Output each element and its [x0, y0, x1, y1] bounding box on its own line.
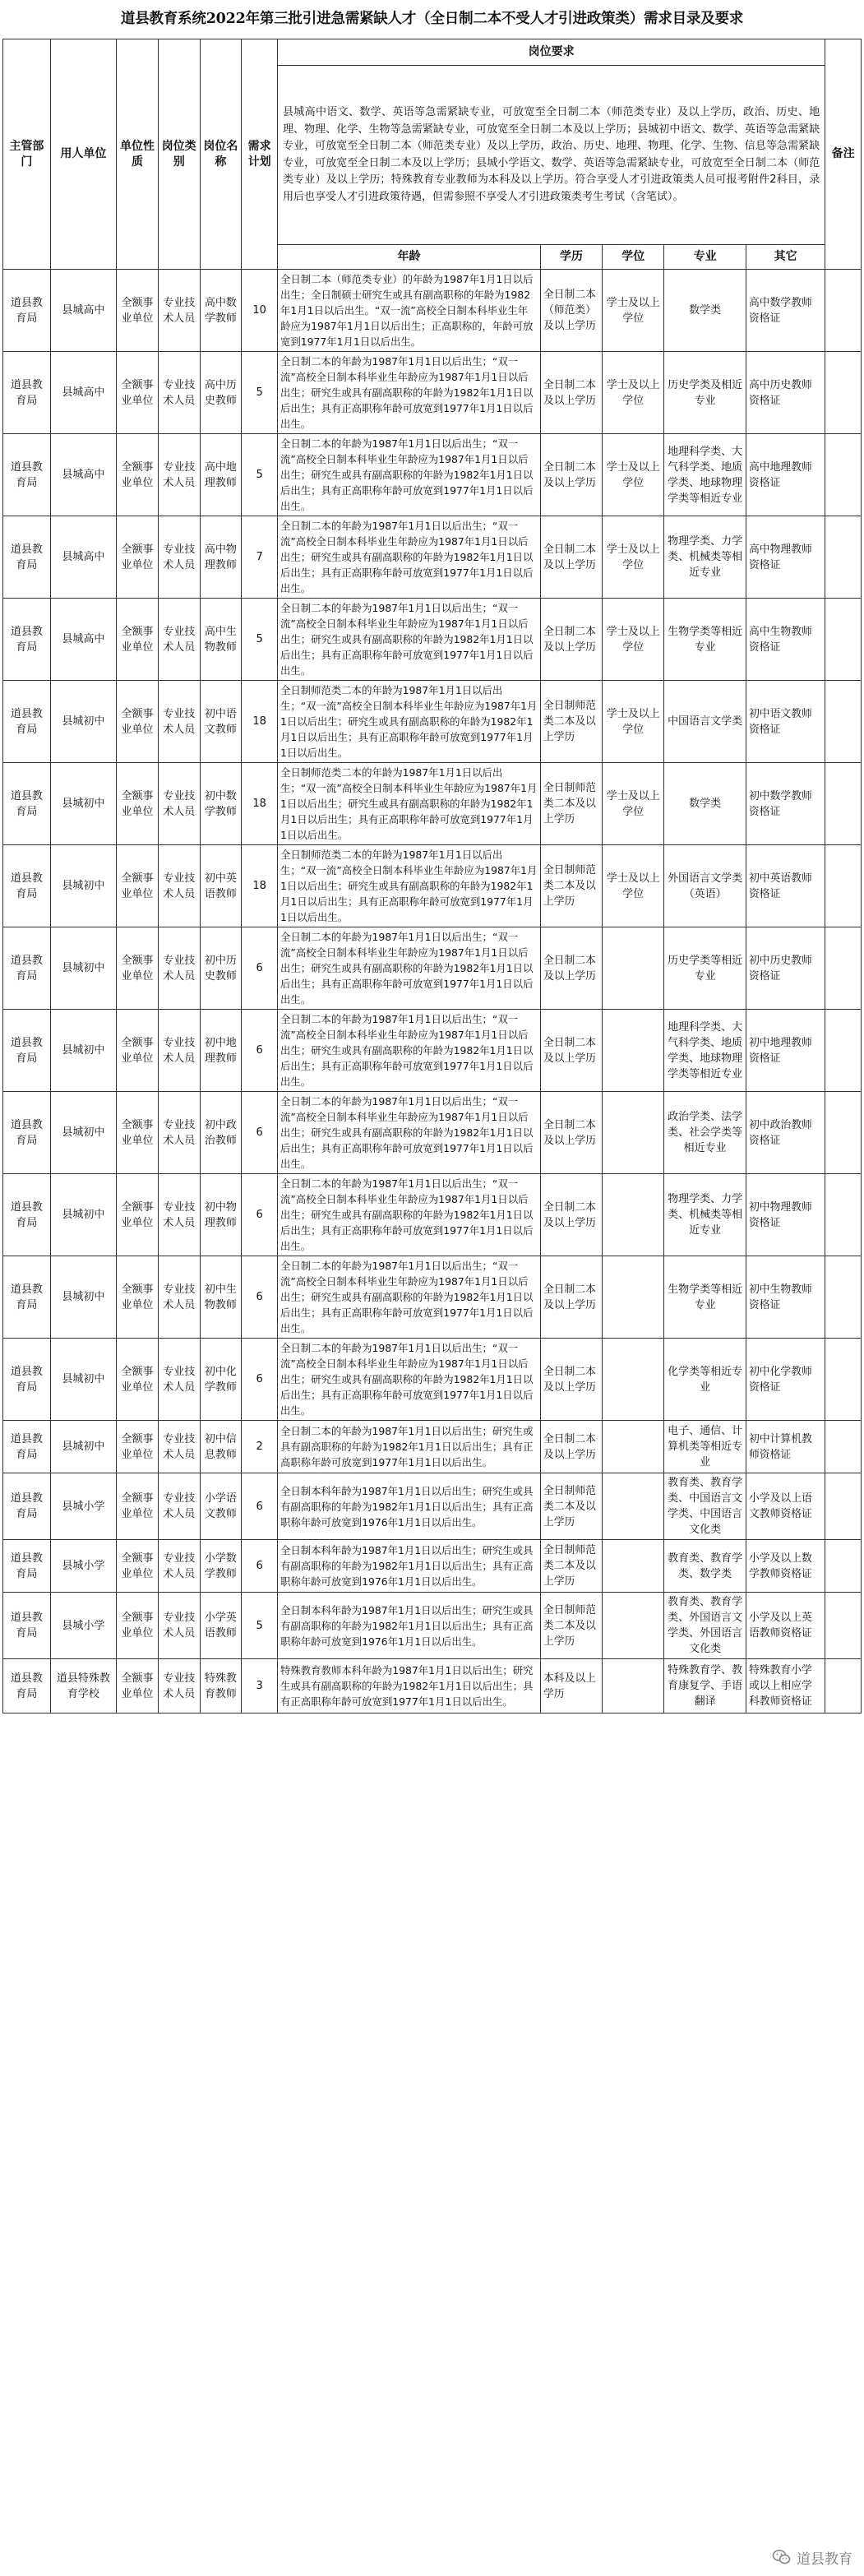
row-other: 高中数学教师资格证: [746, 270, 825, 352]
row-age: 全日制二本的年龄为1987年1月1日以后出生；“双一流”高校全日制本科毕业生年龄应为1987年1月1日以后出生；研究生或具有副高职称的年龄为1982年1月1日以后出生；具有正高职称年龄可放宽到1977年1月1日以后出生。: [277, 1092, 540, 1174]
table-row: [3, 1593, 862, 1659]
table-row: [3, 599, 862, 681]
row-other: 初中历史教师资格证: [746, 927, 825, 1010]
row-plan: 6: [242, 1256, 278, 1339]
table-row: [3, 1092, 862, 1174]
row-other: 初中语文教师资格证: [746, 681, 825, 763]
row-other: 初中化学教师资格证: [746, 1339, 825, 1421]
row-other: 高中生物教师资格证: [746, 599, 825, 681]
row-plan: 18: [242, 845, 278, 927]
row-unit-type: 全额事业单位: [117, 1174, 159, 1256]
row-unit: 县城初中: [50, 763, 116, 845]
row-age: 全日制二本的年龄为1987年1月1日以后出生；“双一流”高校全日制本科毕业生年龄应为1987年1月1日以后出生；研究生或具有副高职称的年龄为1982年1月1日以后出生；具有正高职称年龄可放宽到1977年1月1日以后出生。: [277, 927, 540, 1010]
row-note: [825, 1659, 862, 1713]
row-major: 特殊教育学、教育康复学、手语翻译: [664, 1659, 746, 1713]
row-dept: 道县教育局: [3, 1421, 51, 1473]
row-post-name: 高中数学教师: [200, 270, 242, 352]
row-unit-type: 全额事业单位: [117, 1092, 159, 1174]
row-dept: 道县教育局: [3, 1256, 51, 1339]
row-note: [825, 1174, 862, 1256]
row-education: 全日制二本及以上学历: [540, 1256, 602, 1339]
row-dept: 道县教育局: [3, 1593, 51, 1659]
row-plan: 18: [242, 763, 278, 845]
row-post-name: 初中政治教师: [200, 1092, 242, 1174]
row-unit: 县城初中: [50, 1010, 116, 1092]
row-note: [825, 270, 862, 352]
row-note: [825, 927, 862, 1010]
row-other: 初中生物教师资格证: [746, 1256, 825, 1339]
row-post-type: 专业技术人员: [158, 1593, 200, 1659]
row-other: 特殊教育小学或以上相应学科教师资格证: [746, 1659, 825, 1713]
row-unit: 县城高中: [50, 270, 116, 352]
row-age: 全日制二本（师范类专业）的年龄为1987年1月1日以后出生；全日制硕士研究生或具有副高职称的年龄为1982年1月1日以后出生。“双一流”高校全日制本科毕业生年龄应为1987年1月1日以后出生；正高职称的，年龄可放宽到1977年1月1日以后出生。: [277, 270, 540, 352]
row-other: 高中地理教师资格证: [746, 434, 825, 516]
row-unit-type: 全额事业单位: [117, 1473, 159, 1540]
row-major: 电子、通信、计算机类等相近专业: [664, 1421, 746, 1473]
row-education: 全日制二本及以上学历: [540, 927, 602, 1010]
row-unit: 县城高中: [50, 352, 116, 434]
row-note: [825, 845, 862, 927]
header-unit: 用人单位: [50, 39, 116, 270]
row-unit: 县城高中: [50, 516, 116, 599]
row-unit: 道县特殊教育学校: [50, 1659, 116, 1713]
row-note: [825, 1339, 862, 1421]
row-post-type: 专业技术人员: [158, 763, 200, 845]
table-body: [3, 270, 862, 1713]
header-post-name: 岗位名称: [200, 39, 242, 270]
row-post-type: 专业技术人员: [158, 516, 200, 599]
table-row: [3, 1473, 862, 1540]
row-other: 小学及以上语文教师资格证: [746, 1473, 825, 1540]
row-age: 全日制二本的年龄为1987年1月1日以后出生；“双一流”高校全日制本科毕业生年龄应为1987年1月1日以后出生；研究生或具有副高职称的年龄为1982年1月1日以后出生；具有正高职称年龄可放宽到1977年1月1日以后出生。: [277, 1339, 540, 1421]
row-post-type: 专业技术人员: [158, 845, 200, 927]
header-major: 专业: [664, 245, 746, 270]
table-row: [3, 1256, 862, 1339]
row-education: 全日制二本及以上学历: [540, 516, 602, 599]
row-plan: 10: [242, 270, 278, 352]
row-dept: 道县教育局: [3, 1659, 51, 1713]
row-unit-type: 全额事业单位: [117, 1421, 159, 1473]
row-major: 教育类、教育学类、中国语言文学类、中国语言文化类: [664, 1473, 746, 1540]
row-plan: 6: [242, 1010, 278, 1092]
row-degree: [603, 1339, 664, 1421]
row-dept: 道县教育局: [3, 1339, 51, 1421]
row-post-name: 高中物理教师: [200, 516, 242, 599]
row-other: 小学及以上数学教师资格证: [746, 1540, 825, 1593]
row-major: 数学类: [664, 270, 746, 352]
row-dept: 道县教育局: [3, 927, 51, 1010]
row-major: 外国语言文学类（英语）: [664, 845, 746, 927]
row-post-name: 初中信息教师: [200, 1421, 242, 1473]
row-post-type: 专业技术人员: [158, 1540, 200, 1593]
row-dept: 道县教育局: [3, 270, 51, 352]
row-plan: 6: [242, 1540, 278, 1593]
table-row: [3, 352, 862, 434]
row-unit: 县城高中: [50, 434, 116, 516]
row-note: [825, 1010, 862, 1092]
row-major: 物理学类、力学类、机械类等相近专业: [664, 516, 746, 599]
row-post-name: 初中数学教师: [200, 763, 242, 845]
row-other: 初中政治教师资格证: [746, 1092, 825, 1174]
row-unit-type: 全额事业单位: [117, 1540, 159, 1593]
table-row: [3, 681, 862, 763]
row-unit: 县城初中: [50, 1339, 116, 1421]
header-post-requirements: 岗位要求: [277, 39, 825, 66]
row-post-type: 专业技术人员: [158, 1659, 200, 1713]
row-other: 初中数学教师资格证: [746, 763, 825, 845]
table-row: [3, 516, 862, 599]
row-major: 数学类: [664, 763, 746, 845]
row-dept: 道县教育局: [3, 681, 51, 763]
row-unit: 县城初中: [50, 681, 116, 763]
row-note: [825, 1421, 862, 1473]
row-dept: 道县教育局: [3, 1540, 51, 1593]
row-age: 全日制二本的年龄为1987年1月1日以后出生；研究生或具有副高职称的年龄为1982年1月1日以后出生；具有正高职称年龄可放宽到1977年1月1日以后出生。: [277, 1421, 540, 1473]
row-unit-type: 全额事业单位: [117, 516, 159, 599]
row-unit-type: 全额事业单位: [117, 1256, 159, 1339]
row-major: 教育类、教育学类、数学类: [664, 1540, 746, 1593]
row-degree: [603, 1010, 664, 1092]
wechat-logo-icon: [772, 2547, 792, 2567]
row-post-type: 专业技术人员: [158, 927, 200, 1010]
row-post-type: 专业技术人员: [158, 270, 200, 352]
header-post-type: 岗位类别: [158, 39, 200, 270]
row-unit: 县城小学: [50, 1473, 116, 1540]
row-note: [825, 352, 862, 434]
row-note: [825, 434, 862, 516]
row-post-name: 高中历史教师: [200, 352, 242, 434]
row-note: [825, 1473, 862, 1540]
row-age: 全日制本科年龄为1987年1月1日以后出生；研究生或具有副高职称的年龄为1982年1月1日以后出生；具有正高职称年龄可放宽到1976年1月1日以后出生。: [277, 1473, 540, 1540]
row-unit: 县城初中: [50, 1256, 116, 1339]
row-major: 物理学类、力学类、机械类等相近专业: [664, 1174, 746, 1256]
row-post-type: 专业技术人员: [158, 599, 200, 681]
row-plan: 6: [242, 1473, 278, 1540]
row-plan: 6: [242, 927, 278, 1010]
row-other: 高中物理教师资格证: [746, 516, 825, 599]
row-major: 历史学类及相近专业: [664, 352, 746, 434]
row-post-type: 专业技术人员: [158, 1256, 200, 1339]
page-title: 道县教育系统2022年第三批引进急需紧缺人才（全日制二本不受人才引进政策类）需求目录及要求: [120, 11, 744, 27]
row-post-name: 小学英语教师: [200, 1593, 242, 1659]
row-education: 全日制二本及以上学历: [540, 1421, 602, 1473]
row-education: 全日制师范类二本及以上学历: [540, 681, 602, 763]
header-degree: 学位: [603, 245, 664, 270]
header-note: 备注: [825, 39, 862, 270]
row-degree: [603, 1540, 664, 1593]
row-post-type: 专业技术人员: [158, 1174, 200, 1256]
row-post-type: 专业技术人员: [158, 1010, 200, 1092]
row-other: 初中英语教师资格证: [746, 845, 825, 927]
watermark: [772, 2546, 852, 2568]
row-major: 地理科学类、大气科学类、地质学类、地球物理学类等相近专业: [664, 1010, 746, 1092]
row-age: 全日制师范类二本的年龄为1987年1月1日以后出生；“双一流”高校全日制本科毕业生年龄应为1987年1月1日以后出生；研究生或具有副高职称的年龄为1982年1月1日以后出生；具有正高职称年龄可放宽到1977年1月1日以后出生。: [277, 845, 540, 927]
row-plan: 3: [242, 1659, 278, 1713]
row-age: 全日制二本的年龄为1987年1月1日以后出生；“双一流”高校全日制本科毕业生年龄应为1987年1月1日以后出生；研究生或具有副高职称的年龄为1982年1月1日以后出生；具有正高职称年龄可放宽到1977年1月1日以后出生。: [277, 1256, 540, 1339]
row-unit: 县城高中: [50, 599, 116, 681]
row-note: [825, 599, 862, 681]
row-major: 生物学类等相近专业: [664, 599, 746, 681]
row-degree: [603, 1421, 664, 1473]
row-plan: 6: [242, 1092, 278, 1174]
row-post-type: 专业技术人员: [158, 681, 200, 763]
row-age: 全日制二本的年龄为1987年1月1日以后出生；“双一流”高校全日制本科毕业生年龄应为1987年1月1日以后出生；研究生或具有副高职称的年龄为1982年1月1日以后出生；具有正高职称年龄可放宽到1977年1月1日以后出生。: [277, 352, 540, 434]
row-education: 全日制二本及以上学历: [540, 434, 602, 516]
row-education: 全日制师范类二本及以上学历: [540, 1540, 602, 1593]
row-degree: 学士及以上学位: [603, 681, 664, 763]
row-dept: 道县教育局: [3, 763, 51, 845]
row-education: 全日制二本（师范类）及以上学历: [540, 270, 602, 352]
row-post-name: 初中地理教师: [200, 1010, 242, 1092]
table-row: [3, 1540, 862, 1593]
row-age: 全日制二本的年龄为1987年1月1日以后出生；“双一流”高校全日制本科毕业生年龄应为1987年1月1日以后出生；研究生或具有副高职称的年龄为1982年1月1日以后出生；具有正高职称年龄可放宽到1977年1月1日以后出生。: [277, 434, 540, 516]
row-education: 全日制二本及以上学历: [540, 599, 602, 681]
row-major: 历史学类等相近专业: [664, 927, 746, 1010]
row-dept: 道县教育局: [3, 1174, 51, 1256]
header-unit-type: 单位性质: [117, 39, 159, 270]
row-major: 生物学类等相近专业: [664, 1256, 746, 1339]
row-education: 全日制二本及以上学历: [540, 1092, 602, 1174]
row-post-name: 初中历史教师: [200, 927, 242, 1010]
row-unit-type: 全额事业单位: [117, 599, 159, 681]
row-unit: 县城初中: [50, 927, 116, 1010]
row-degree: [603, 1473, 664, 1540]
row-post-name: 特殊教育教师: [200, 1659, 242, 1713]
table-row: [3, 763, 862, 845]
row-plan: 18: [242, 681, 278, 763]
row-degree: [603, 1256, 664, 1339]
row-other: 初中计算机教师资格证: [746, 1421, 825, 1473]
row-education: 本科及以上学历: [540, 1659, 602, 1713]
row-plan: 2: [242, 1421, 278, 1473]
row-note: [825, 681, 862, 763]
row-post-type: 专业技术人员: [158, 1421, 200, 1473]
row-unit: 县城小学: [50, 1540, 116, 1593]
row-unit-type: 全额事业单位: [117, 845, 159, 927]
row-plan: 6: [242, 1174, 278, 1256]
header-age: 年龄: [277, 245, 540, 270]
intro-text: 县城高中语文、数学、英语等急需紧缺专业，可放宽至全日制二本（师范类专业）及以上学历，政治、历史、地理、物理、化学、生物等急需紧缺专业，可放宽至全日制二本及以上学历；县城初中语文、数学、英语等急需紧缺专业，可放宽至全日制二本（师范类专业）及以上学历，政治、历史、地理、物理、化学、生物、信息等急需紧缺专业，可放宽至全日制二本及以上学历；县城小学语文、数学、英语等急需紧缺专业，可放宽至全日制二本（师范类专业）及以上学历；特殊教育专业教师为本科及以上学历。符合享受人才引进政策类人员可报考附件2科目，录用后也享受人才引进政策待遇，但需参照不享受人才引进政策类考生考试（含笔试）。: [277, 66, 825, 245]
row-dept: 道县教育局: [3, 845, 51, 927]
row-unit-type: 全额事业单位: [117, 763, 159, 845]
row-unit-type: 全额事业单位: [117, 352, 159, 434]
recruitment-table: [2, 39, 862, 1713]
table-row: [3, 1421, 862, 1473]
row-dept: 道县教育局: [3, 352, 51, 434]
row-degree: 学士及以上学位: [603, 845, 664, 927]
row-degree: 学士及以上学位: [603, 434, 664, 516]
table-row: [3, 434, 862, 516]
row-degree: [603, 1174, 664, 1256]
row-age: 全日制二本的年龄为1987年1月1日以后出生；“双一流”高校全日制本科毕业生年龄应为1987年1月1日以后出生；研究生或具有副高职称的年龄为1982年1月1日以后出生；具有正高职称年龄可放宽到1977年1月1日以后出生。: [277, 1174, 540, 1256]
table-row: [3, 1339, 862, 1421]
row-major: 中国语言文学类: [664, 681, 746, 763]
table-row: [3, 270, 862, 352]
row-post-name: 小学数学教师: [200, 1540, 242, 1593]
row-plan: 5: [242, 352, 278, 434]
row-degree: [603, 1593, 664, 1659]
row-major: 化学类等相近专业: [664, 1339, 746, 1421]
row-degree: [603, 1659, 664, 1713]
row-age: 全日制本科年龄为1987年1月1日以后出生；研究生或具有副高职称的年龄为1982年1月1日以后出生；具有正高职称年龄可放宽到1976年1月1日以后出生。: [277, 1540, 540, 1593]
row-dept: 道县教育局: [3, 1473, 51, 1540]
table-row: [3, 1174, 862, 1256]
row-other: 初中地理教师资格证: [746, 1010, 825, 1092]
row-unit-type: 全额事业单位: [117, 434, 159, 516]
row-post-type: 专业技术人员: [158, 1339, 200, 1421]
row-major: 政治学类、法学类、社会学类等相近专业: [664, 1092, 746, 1174]
row-post-name: 初中语文教师: [200, 681, 242, 763]
row-unit: 县城小学: [50, 1593, 116, 1659]
table-row: [3, 1010, 862, 1092]
row-major: 地理科学类、大气科学类、地质学类、地球物理学类等相近专业: [664, 434, 746, 516]
row-unit-type: 全额事业单位: [117, 927, 159, 1010]
row-plan: 7: [242, 516, 278, 599]
row-unit: 县城初中: [50, 1092, 116, 1174]
row-age: 全日制本科年龄为1987年1月1日以后出生；研究生或具有副高职称的年龄为1982年1月1日以后出生；具有正高职称年龄可放宽到1976年1月1日以后出生。: [277, 1593, 540, 1659]
row-degree: [603, 1092, 664, 1174]
row-unit-type: 全额事业单位: [117, 1339, 159, 1421]
row-unit-type: 全额事业单位: [117, 270, 159, 352]
row-degree: [603, 927, 664, 1010]
row-dept: 道县教育局: [3, 1010, 51, 1092]
row-age: 全日制二本的年龄为1987年1月1日以后出生；“双一流”高校全日制本科毕业生年龄应为1987年1月1日以后出生；研究生或具有副高职称的年龄为1982年1月1日以后出生；具有正高职称年龄可放宽到1977年1月1日以后出生。: [277, 516, 540, 599]
row-unit-type: 全额事业单位: [117, 1593, 159, 1659]
table-row: [3, 1659, 862, 1713]
row-age: 全日制二本的年龄为1987年1月1日以后出生；“双一流”高校全日制本科毕业生年龄应为1987年1月1日以后出生；研究生或具有副高职称的年龄为1982年1月1日以后出生；具有正高职称年龄可放宽到1977年1月1日以后出生。: [277, 1010, 540, 1092]
row-post-name: 初中生物教师: [200, 1256, 242, 1339]
row-age: 特殊教育教师本科年龄为1987年1月1日以后出生；研究生或具有副高职称的年龄为1982年1月1日以后出生；具有正高职称年龄可放宽到1977年1月1日以后出生。: [277, 1659, 540, 1713]
row-unit-type: 全额事业单位: [117, 1659, 159, 1713]
header-dept: 主管部门: [3, 39, 51, 270]
row-dept: 道县教育局: [3, 1092, 51, 1174]
row-note: [825, 1256, 862, 1339]
row-note: [825, 1540, 862, 1593]
row-education: 全日制师范类二本及以上学历: [540, 845, 602, 927]
row-education: 全日制师范类二本及以上学历: [540, 1593, 602, 1659]
row-post-name: 高中生物教师: [200, 599, 242, 681]
row-unit-type: 全额事业单位: [117, 681, 159, 763]
row-dept: 道县教育局: [3, 599, 51, 681]
row-degree: 学士及以上学位: [603, 763, 664, 845]
row-dept: 道县教育局: [3, 516, 51, 599]
row-age: 全日制师范类二本的年龄为1987年1月1日以后出生；“双一流”高校全日制本科毕业生年龄应为1987年1月1日以后出生；研究生或具有副高职称的年龄为1982年1月1日以后出生；具有正高职称年龄可放宽到1977年1月1日以后出生。: [277, 681, 540, 763]
row-unit: 县城初中: [50, 845, 116, 927]
row-plan: 5: [242, 599, 278, 681]
row-post-type: 专业技术人员: [158, 1092, 200, 1174]
row-other: 初中物理教师资格证: [746, 1174, 825, 1256]
row-note: [825, 1092, 862, 1174]
row-plan: 5: [242, 1593, 278, 1659]
row-unit: 县城初中: [50, 1174, 116, 1256]
row-post-type: 专业技术人员: [158, 352, 200, 434]
row-degree: 学士及以上学位: [603, 516, 664, 599]
row-post-name: 初中物理教师: [200, 1174, 242, 1256]
header-other: 其它: [746, 245, 825, 270]
table-row: [3, 927, 862, 1010]
row-age: 全日制二本的年龄为1987年1月1日以后出生；“双一流”高校全日制本科毕业生年龄应为1987年1月1日以后出生；研究生或具有副高职称的年龄为1982年1月1日以后出生；具有正高职称年龄可放宽到1977年1月1日以后出生。: [277, 599, 540, 681]
row-education: 全日制师范类二本及以上学历: [540, 763, 602, 845]
header-education: 学历: [540, 245, 602, 270]
row-post-name: 小学语文教师: [200, 1473, 242, 1540]
watermark-text: 道县教育: [797, 2551, 852, 2568]
row-education: 全日制二本及以上学历: [540, 1339, 602, 1421]
row-plan: 5: [242, 434, 278, 516]
row-degree: 学士及以上学位: [603, 352, 664, 434]
row-education: 全日制二本及以上学历: [540, 1010, 602, 1092]
table-row: [3, 845, 862, 927]
row-other: 高中历史教师资格证: [746, 352, 825, 434]
row-post-name: 高中地理教师: [200, 434, 242, 516]
row-post-type: 专业技术人员: [158, 1473, 200, 1540]
row-major: 教育类、教育学类、外国语言文学类、外国语言文化类: [664, 1593, 746, 1659]
row-plan: 6: [242, 1339, 278, 1421]
row-other: 小学及以上英语教师资格证: [746, 1593, 825, 1659]
row-education: 全日制师范类二本及以上学历: [540, 1473, 602, 1540]
row-unit-type: 全额事业单位: [117, 1010, 159, 1092]
row-note: [825, 763, 862, 845]
row-education: 全日制二本及以上学历: [540, 352, 602, 434]
row-degree: 学士及以上学位: [603, 270, 664, 352]
row-education: 全日制二本及以上学历: [540, 1174, 602, 1256]
row-note: [825, 516, 862, 599]
row-post-name: 初中化学教师: [200, 1339, 242, 1421]
row-age: 全日制师范类二本的年龄为1987年1月1日以后出生；“双一流”高校全日制本科毕业生年龄应为1987年1月1日以后出生；研究生或具有副高职称的年龄为1982年1月1日以后出生；具有正高职称年龄可放宽到1977年1月1日以后出生。: [277, 763, 540, 845]
row-unit: 县城初中: [50, 1421, 116, 1473]
row-post-type: 专业技术人员: [158, 434, 200, 516]
row-dept: 道县教育局: [3, 434, 51, 516]
header-plan: 需求计划: [242, 39, 278, 270]
row-note: [825, 1593, 862, 1659]
row-post-name: 初中英语教师: [200, 845, 242, 927]
row-degree: 学士及以上学位: [603, 599, 664, 681]
